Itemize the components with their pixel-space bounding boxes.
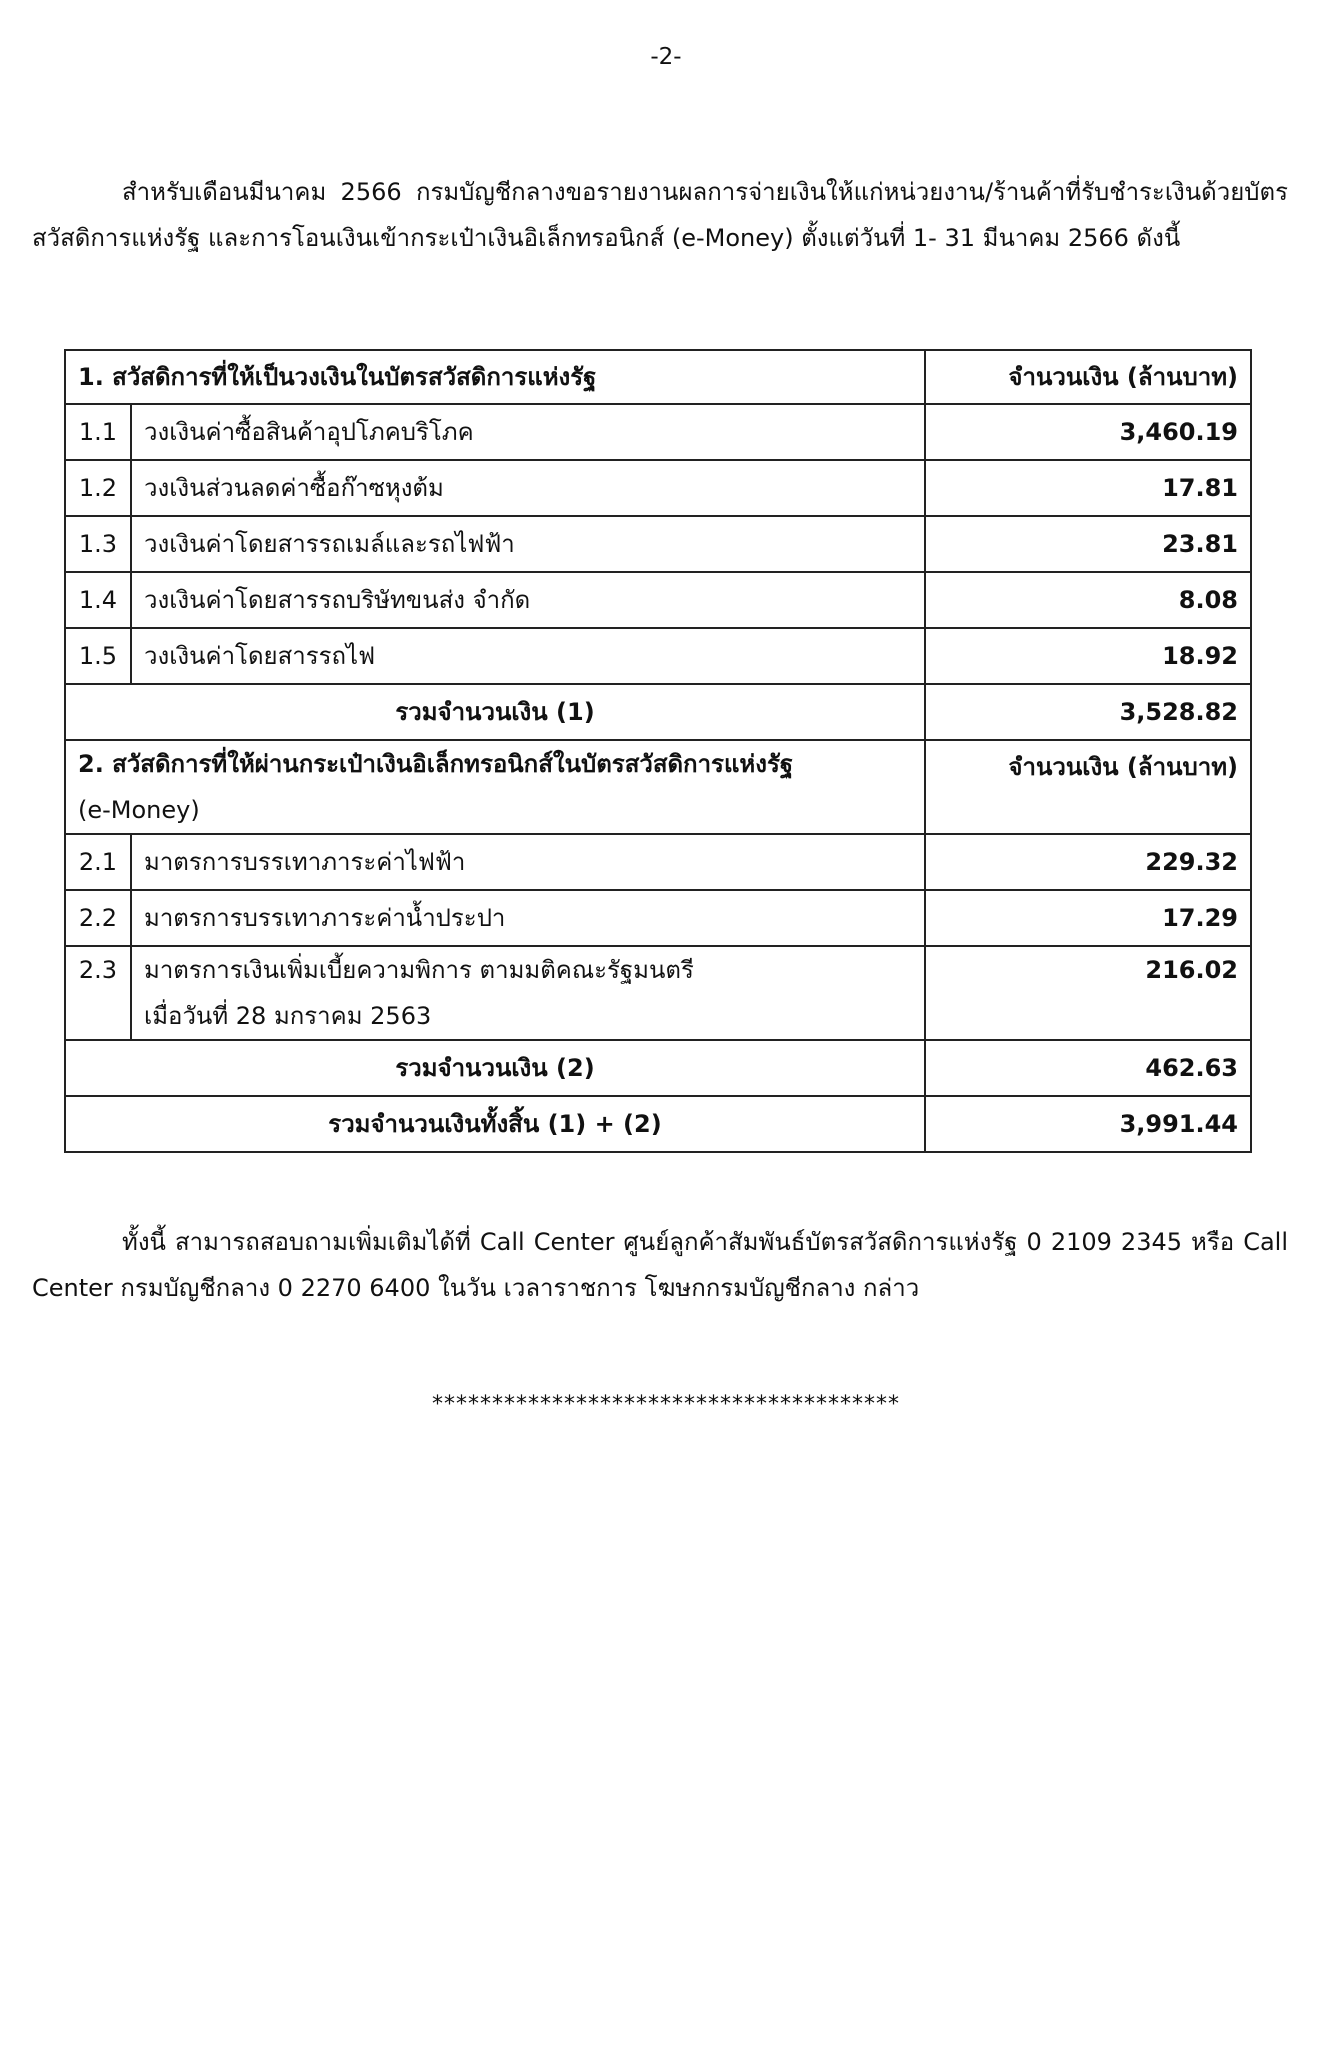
row-number: 1.3 [65,516,131,572]
row-number: 2.1 [65,834,131,890]
table-row [65,890,1251,946]
section2-total-amount: 462.63 [925,1040,1251,1096]
row-amount: 17.29 [925,890,1251,946]
table-row [65,834,1251,890]
row-label: วงเงินค่าซื้อสินค้าอุปโภคบริโภค [131,404,925,460]
section1-amount-header: จำนวนเงิน (ล้านบาท) [925,350,1251,404]
table-row [65,572,1251,628]
section2-header-row [65,740,1251,834]
row-amount: 216.02 [925,946,1251,1040]
table-row [65,404,1251,460]
row-label-cell [131,946,925,1040]
contact-text: ทั้งนี้ สามารถสอบถามเพิ่มเติมได้ที่ Call Center ศูนย์ลูกค้าสัมพันธ์บัตรสวัสดิการแห่งรัฐ 0 2109 2345 หรือ Call Center กรมบัญชีกลาง 0 2270 6400 ในวัน เวลาราชการ โฆษกกรมบัญชีกลาง กล่าว [32,1228,1288,1302]
section1-total-label: รวมจำนวนเงิน (1) [65,684,925,740]
section2-title: 2. สวัสดิการที่ให้ผ่านกระเป๋าเงินอิเล็กทรอนิกส์ในบัตรสวัสดิการแห่งรัฐ [78,750,794,778]
intro-paragraph [32,169,1288,261]
row-amount: 229.32 [925,834,1251,890]
row-amount: 17.81 [925,460,1251,516]
intro-text: สำหรับเดือนมีนาคม 2566 กรมบัญชีกลางขอรายงานผลการจ่ายเงินให้แก่หน่วยงาน/ร้านค้าที่รับชำระเงินด้วยบัตรสวัสดิการแห่งรัฐ และการโอนเงินเข้ากระเป๋าเงินอิเล็กทรอนิกส์ (e-Money) ตั้งแต่วันที่ 1- 31 มีนาคม 2566 ดังนี้ [32,178,1288,252]
row-label-line2: เมื่อวันที่ 28 มกราคม 2563 [144,1002,432,1030]
contact-paragraph [32,1219,1288,1311]
row-label: วงเงินค่าโดยสารรถไฟ [131,628,925,684]
table-row [65,460,1251,516]
section1-title: 1. สวัสดิการที่ให้เป็นวงเงินในบัตรสวัสดิการแห่งรัฐ [65,350,925,404]
row-amount: 23.81 [925,516,1251,572]
grand-total-row [65,1096,1251,1152]
section2-title-cell [65,740,925,834]
row-label: มาตรการบรรเทาภาระค่าน้ำประปา [131,890,925,946]
row-label: วงเงินค่าโดยสารรถบริษัทขนส่ง จำกัด [131,572,925,628]
section2-total-row [65,1040,1251,1096]
row-amount: 3,460.19 [925,404,1251,460]
table-row [65,628,1251,684]
section1-total-amount: 3,528.82 [925,684,1251,740]
page-number: -2- [650,44,682,70]
row-label: วงเงินค่าโดยสารรถเมล์และรถไฟฟ้า [131,516,925,572]
payment-report-table [64,349,1252,1153]
row-number: 2.3 [65,946,131,1040]
row-label: วงเงินส่วนลดค่าซื้อก๊าซหุงต้ม [131,460,925,516]
row-amount: 18.92 [925,628,1251,684]
grand-total-label: รวมจำนวนเงินทั้งสิ้น (1) + (2) [65,1096,925,1152]
section1-header-row [65,350,1251,404]
end-marker: *************************************** [432,1392,900,1417]
row-number: 1.5 [65,628,131,684]
row-label: มาตรการบรรเทาภาระค่าไฟฟ้า [131,834,925,890]
section2-amount-header: จำนวนเงิน (ล้านบาท) [925,740,1251,834]
row-label: มาตรการเงินเพิ่มเบี้ยความพิการ ตามมติคณะรัฐมนตรี [144,956,694,984]
row-number: 1.1 [65,404,131,460]
row-number: 2.2 [65,890,131,946]
section1-total-row [65,684,1251,740]
row-number: 1.2 [65,460,131,516]
section2-title-sub: (e-Money) [78,796,200,824]
table-row [65,516,1251,572]
grand-total-amount: 3,991.44 [925,1096,1251,1152]
row-amount: 8.08 [925,572,1251,628]
row-number: 1.4 [65,572,131,628]
section2-total-label: รวมจำนวนเงิน (2) [65,1040,925,1096]
table-row [65,946,1251,1040]
